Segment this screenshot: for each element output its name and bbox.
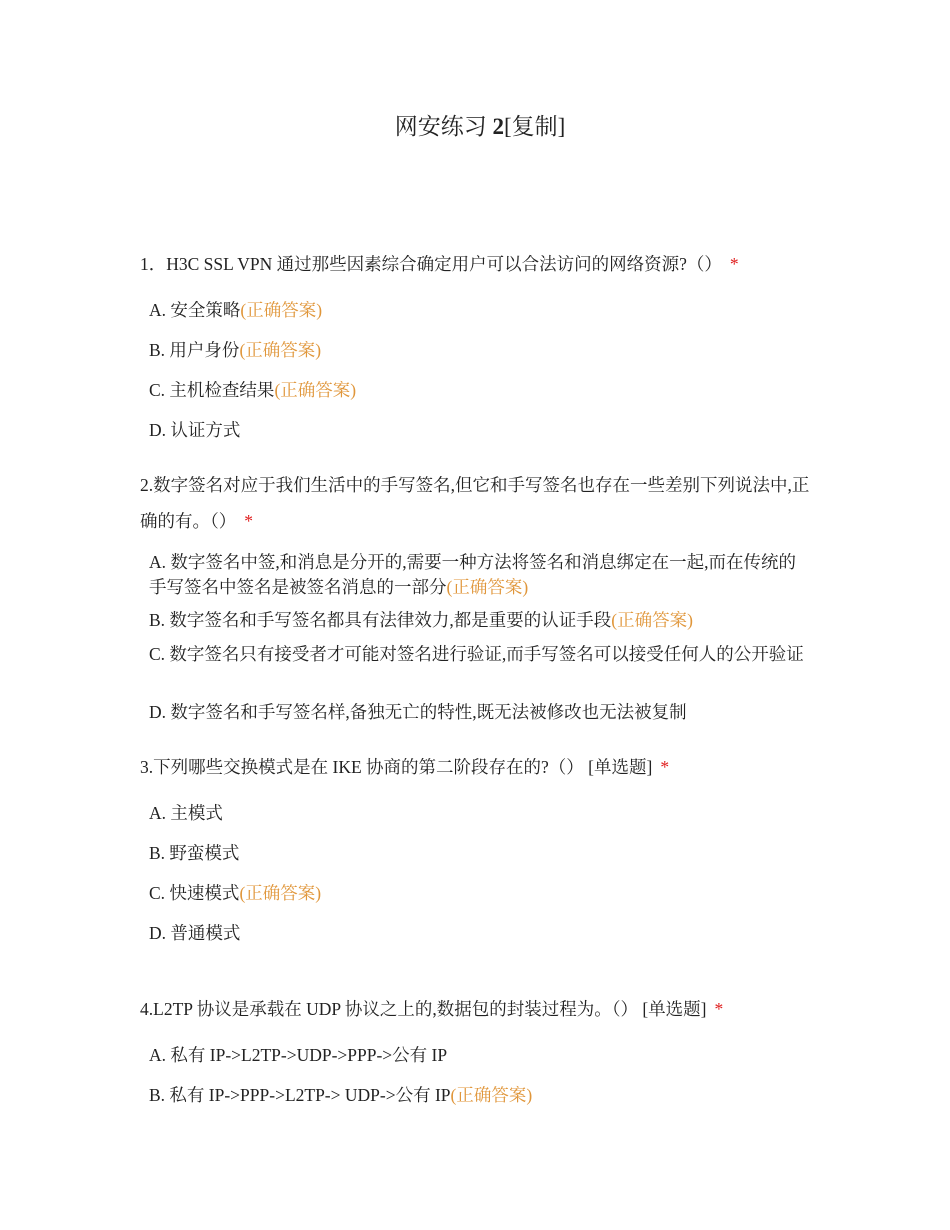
q3-option-d: D. 普通模式: [149, 923, 241, 943]
q2-option-a: A. 数字签名中签,和消息是分开的,需要一种方法将签名和消息绑定在一起,而在传统的手写签名中签名是被签名消息的一部分(正确答案): [149, 552, 797, 597]
required-mark: *: [244, 511, 253, 531]
correct-answer-tag: (正确答案): [274, 380, 357, 400]
required-mark: *: [714, 999, 724, 1019]
q1-option-b: B. 用户身份(正确答案): [149, 340, 322, 360]
q1-option-c: C. 主机检查结果(正确答案): [149, 380, 357, 400]
question-3-text: 3.下列哪些交换模式是在 IKE 协商的第二阶段存在的?（） [单选题] *: [140, 757, 670, 777]
question-2-text: 2.数字签名对应于我们生活中的手写签名,但它和手写签名也存在一些差别下列说法中,正确的有。（） *: [140, 475, 810, 531]
question-4-text: 4.L2TP 协议是承载在 UDP 协议之上的,数据包的封装过程为。（） [单选题] *: [140, 999, 724, 1019]
required-mark: *: [660, 757, 670, 777]
q4-option-a: A. 私有 IP->L2TP->UDP->PPP->公有 IP: [149, 1045, 448, 1065]
question-1-text: 1．H3C SSL VPN 通过那些因素综合确定用户可以合法访问的网络资源?（） *: [140, 254, 739, 274]
correct-answer-tag: (正确答案): [611, 610, 693, 630]
q1-option-a: A. 安全策略(正确答案): [149, 300, 323, 320]
q3-option-c: C. 快速模式(正确答案): [149, 883, 322, 903]
q2-option-b: B. 数字签名和手写签名都具有法律效力,都是重要的认证手段(正确答案): [149, 610, 693, 630]
q2-option-d: D. 数字签名和手写签名样,备独无亡的特性,既无法被修改也无法被复制: [149, 702, 687, 722]
correct-answer-tag: (正确答案): [446, 577, 529, 597]
title-suffix: [复制]: [503, 114, 566, 139]
required-mark: *: [729, 254, 739, 274]
correct-answer-tag: (正确答案): [240, 300, 323, 320]
q3-option-a: A. 主模式: [149, 803, 223, 823]
title-number: 2: [492, 114, 504, 139]
q2-option-c: C. 数字签名只有接受者才可能对签名进行验证,而手写签名可以接受任何人的公开验证: [149, 644, 804, 664]
q1-option-d: D. 认证方式: [149, 420, 241, 440]
q3-option-b: B. 野蛮模式: [149, 843, 240, 863]
q4-option-b: B. 私有 IP->PPP->L2TP-> UDP->公有 IP(正确答案): [149, 1085, 533, 1105]
correct-answer-tag: (正确答案): [239, 340, 322, 360]
correct-answer-tag: (正确答案): [239, 883, 322, 903]
title-prefix: 网安练习: [394, 114, 493, 139]
correct-answer-tag: (正确答案): [450, 1085, 533, 1105]
page-title: [0, 112, 950, 142]
